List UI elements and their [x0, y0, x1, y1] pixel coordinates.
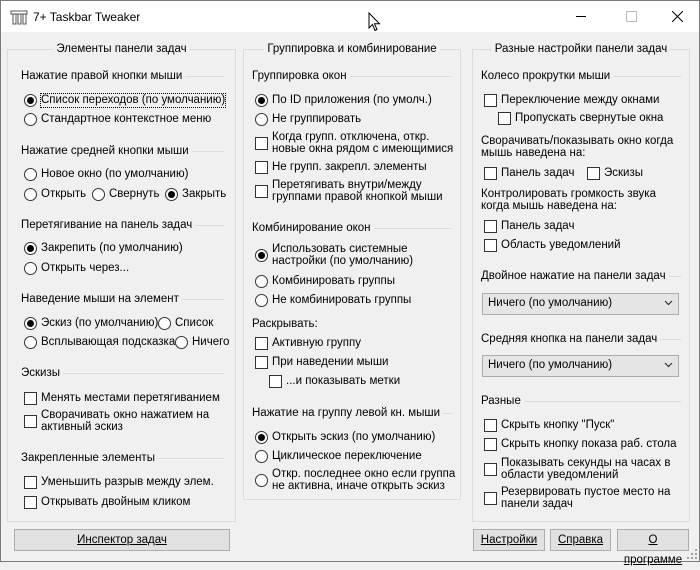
section-label: Разные	[481, 395, 524, 408]
group-title-grouping: Группировка и комбинирование	[264, 43, 439, 55]
group-grouping: Группировка и комбинирование Группировка окон По ID приложения (по умолч.) Не группировать Когда групп. отключена, откр. новые окна рядом с имеющимися Не групп. закрепл. элементы Перетягивать внутри/между группами правой кнопкой мыши Комбинирование окон Использовать системные настройки (по умолчанию) Комбинировать группы Не комбинировать группы Раскрывать: Активную группу При наведении мыши ...и показывать метки Нажатие на группу левой кн. мыши Открыть эскиз (по умолчанию) Циклическое переключение Откр. последнее окно если группа не активна, иначе открыть эскиз	[243, 49, 461, 500]
minimize-icon	[576, 11, 587, 22]
middle-click-select[interactable]: Ничего (по умолчанию)	[482, 355, 679, 377]
settings-button[interactable]: Настройки	[473, 529, 545, 551]
section-label: Наведение мыши на элемент	[21, 293, 182, 306]
label-minimize-on-hover: Сворачивать/показывать окно когда мышь наведена на:	[481, 135, 674, 159]
label-expand: Раскрывать:	[252, 318, 318, 330]
section-label: Закрепленные элементы	[21, 452, 158, 465]
section-label: Нажатие правой кнопки мыши	[21, 70, 185, 83]
section-label: Двойное нажатие на панели задач	[481, 270, 669, 283]
section-label: Средняя кнопка на панели задач	[481, 333, 660, 346]
window-title: 7+ Taskbar Tweaker	[33, 10, 141, 24]
maximize-button[interactable]	[608, 1, 654, 32]
maximize-icon	[626, 11, 637, 22]
help-button[interactable]: Справка	[550, 529, 611, 551]
section-label: Перетягивание на панель задач	[21, 219, 195, 232]
task-inspector-button[interactable]: Инспектор задач	[14, 529, 230, 551]
resize-grip-icon[interactable]	[687, 549, 697, 559]
section-label: Группировка окон	[252, 70, 350, 83]
double-click-select[interactable]: Ничего (по умолчанию)	[482, 293, 679, 315]
chevron-down-icon	[664, 360, 673, 369]
close-icon	[672, 11, 683, 22]
app-icon	[10, 9, 28, 25]
title-bar[interactable]	[1, 1, 699, 32]
group-title-taskbar-items: Элементы панели задач	[53, 43, 189, 55]
section-label: Нажатие на группу левой кн. мыши	[252, 407, 443, 420]
close-button[interactable]	[654, 1, 700, 32]
minimize-button[interactable]	[558, 1, 604, 32]
section-label: Нажатие средней кнопки мыши	[21, 145, 192, 158]
section-label: Колесо прокрутки мыши	[481, 70, 613, 83]
section-label: Эскизы	[21, 367, 63, 380]
group-taskbar-items: Элементы панели задач Нажатие правой кнопки мыши Список переходов (по умолчанию) Стандартное контекстное меню Нажатие средней кнопки мыши Новое окно (по умолчанию) Открыть Свернуть Закрыть Перетягивание на панель задач Закрепить (по умолчанию) Открыть через... Наведение мыши на элемент Эскиз (по умолчанию) Список Всплывающая подсказка Ничего Эскизы Менять местами перетягиванием Сворачивать окно нажатием на активный эскиз Закрепленные элементы Уменьшить разрыв между элем. Открывать двойным кликом	[7, 49, 236, 522]
group-title-misc: Разные настройки панели задач	[492, 43, 671, 55]
chevron-down-icon	[664, 298, 673, 307]
label-volume-on-hover: Контролировать громкость звука когда мышь наведена на:	[481, 188, 656, 212]
about-button[interactable]: О программе	[617, 529, 689, 551]
mouse-cursor-icon	[368, 12, 381, 32]
section-label: Комбинирование окон	[252, 222, 374, 235]
group-misc-settings: Разные настройки панели задач Колесо прокрутки мыши Переключение между окнами Пропускать свернутые окна Сворачивать/показывать окно когда мышь наведена на: Панель задач Эскизы Контролировать громкость звука когда мышь наведена на: Панель задач Область уведомлений Двойное нажатие на панели задач Ничего (по умолчанию) Средняя кнопка на панели задач Ничего (по умолчанию) Разные Скрыть кнопку "Пуск" Скрыть кнопку показа раб. стола Показывать секунды на часах в области уведомлений Резервировать пустое место на панели задач	[472, 49, 690, 522]
